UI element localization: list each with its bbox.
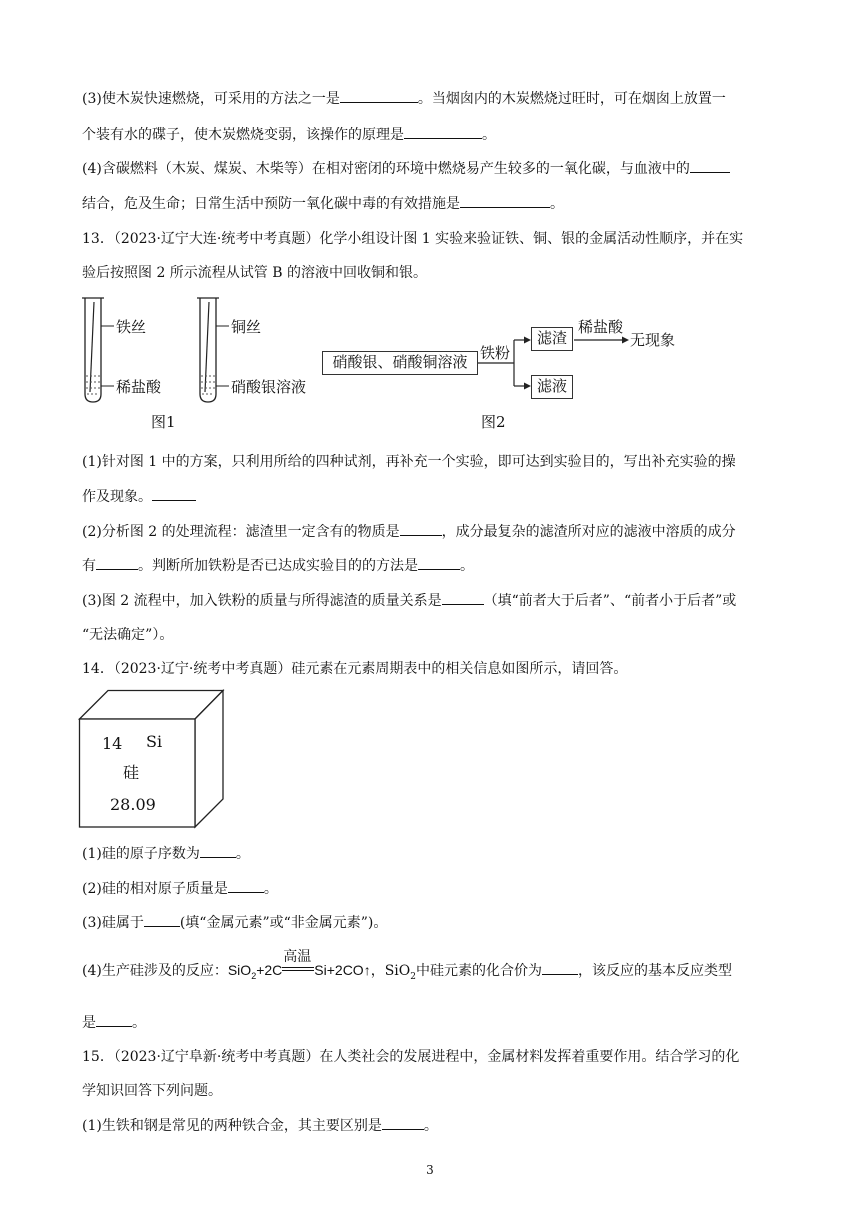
q12-part4-line2: 结合，危及生命；日常生活中预防一氧化碳中毒的有效措施是 。 — [82, 193, 564, 214]
q14-part4-line1: (4)生产硅涉及的反应：SiO$_2$+2C 高温 Si+2CO↑，SiO$_2$中硅元素的化合价为 ，该反应的基本反应类型 — [82, 949, 732, 982]
q13-stem-line2: 验后按照图 2 所示流程从试管 B 的溶液中回收铜和银。 — [82, 265, 427, 281]
q15-stem-line1: 15．（2023·辽宁阜新·统考中考真题）在人类社会的发展进程中，金属材料发挥着重要作用。结合学习的化 — [82, 1049, 740, 1065]
figure-1-caption: 图1 — [151, 413, 176, 431]
label-no-phenomenon: 无现象 — [630, 331, 676, 349]
q15-stem-line2: 学知识回答下列问题。 — [82, 1083, 222, 1099]
q14-part4-line2: 是 。 — [82, 1012, 146, 1033]
answer-blank[interactable] — [442, 590, 484, 605]
q12-part3-line1: (3)使木炭快速燃烧，可采用的方法之一是 。当烟囱内的木炭燃烧过旺时，可在烟囱上放置一 — [82, 88, 726, 109]
q14-part3: (3)硅属于 (填“金属元素”或“非金属元素”)。 — [82, 912, 387, 933]
answer-blank[interactable] — [96, 1012, 132, 1027]
answer-blank[interactable] — [690, 158, 730, 173]
element-name: 硅 — [123, 763, 140, 782]
q13-part2-line2: 有 。判断所加铁粉是否已达成实验目的的方法是 。 — [82, 555, 474, 576]
q13-part3-line2: “无法确定”）。 — [82, 627, 174, 643]
q14-stem: 14．（2023·辽宁·统考中考真题）硅元素在元素周期表中的相关信息如图所示，请回答。 — [82, 661, 628, 677]
label-silver-nitrate: 硝酸银溶液 — [231, 378, 307, 396]
equation-condition: 高温 — [282, 961, 314, 975]
answer-blank[interactable] — [400, 521, 442, 536]
answer-blank[interactable] — [542, 960, 578, 975]
q12-part3-line2: 个装有水的碟子，使木炭燃烧变弱，该操作的原理是 。 — [82, 124, 496, 145]
q14-part1: (1)硅的原子序数为 。 — [82, 843, 250, 864]
q13-part1-line2: 作及现象。 — [82, 486, 196, 507]
q15-part1: (1)生铁和钢是常见的两种铁合金，其主要区别是 。 — [82, 1115, 438, 1136]
answer-blank[interactable] — [382, 1115, 424, 1130]
answer-blank[interactable] — [418, 555, 460, 570]
q13-stem-line1: 13．（2023·辽宁大连·统考中考真题）化学小组设计图 1 实验来验证铁、铜、银的金属活动性顺序，并在实 — [82, 231, 744, 247]
answer-blank[interactable] — [144, 912, 180, 927]
flow-filtrate-box: 滤液 — [531, 375, 573, 399]
label-copper-wire: 铜丝 — [231, 318, 262, 336]
answer-blank[interactable] — [340, 88, 418, 103]
answer-blank[interactable] — [152, 486, 196, 501]
equation: SiO$_2$+2C 高温 Si+2CO↑ — [227, 949, 371, 981]
q12-part4-line1: (4)含碳燃料（木炭、煤炭、木柴等）在相对密闭的环境中燃烧易产生较多的一氧化碳，与血液中的 — [82, 158, 730, 179]
q13-part3-line1: (3)图 2 流程中，加入铁粉的质量与所得滤渣的质量关系是 （填“前者大于后者”、“前者小于后者”或 — [82, 590, 736, 611]
flow-residue-box: 滤渣 — [531, 327, 573, 351]
label-dilute-hcl: 稀盐酸 — [116, 378, 162, 396]
figure-2-caption: 图2 — [481, 413, 506, 431]
answer-blank[interactable] — [228, 878, 264, 893]
answer-blank[interactable] — [200, 843, 236, 858]
element-symbol: Si — [146, 732, 163, 751]
element-atomic-number: 14 — [102, 734, 123, 753]
label-dilute-hcl-2: 稀盐酸 — [578, 318, 624, 336]
q14-part2: (2)硅的相对原子质量是 。 — [82, 878, 278, 899]
q13-part1-line1: (1)针对图 1 中的方案，只利用所给的四种试剂，再补充一个实验，即可达到实验目的，写出补充实验的操 — [82, 454, 736, 470]
answer-blank[interactable] — [96, 555, 138, 570]
answer-blank[interactable] — [404, 124, 482, 139]
q13-part2-line1: (2)分析图 2 的处理流程：滤渣里一定含有的物质是 ，成分最复杂的滤渣所对应的滤液中溶质的成分 — [82, 521, 736, 542]
element-atomic-mass: 28.09 — [110, 795, 156, 814]
answer-blank[interactable] — [460, 193, 550, 208]
page-number: 3 — [426, 1163, 434, 1177]
flow-start-box: 硝酸银、硝酸铜溶液 — [322, 351, 478, 375]
label-iron-wire: 铁丝 — [116, 318, 147, 336]
label-iron-powder: 铁粉 — [480, 344, 511, 362]
